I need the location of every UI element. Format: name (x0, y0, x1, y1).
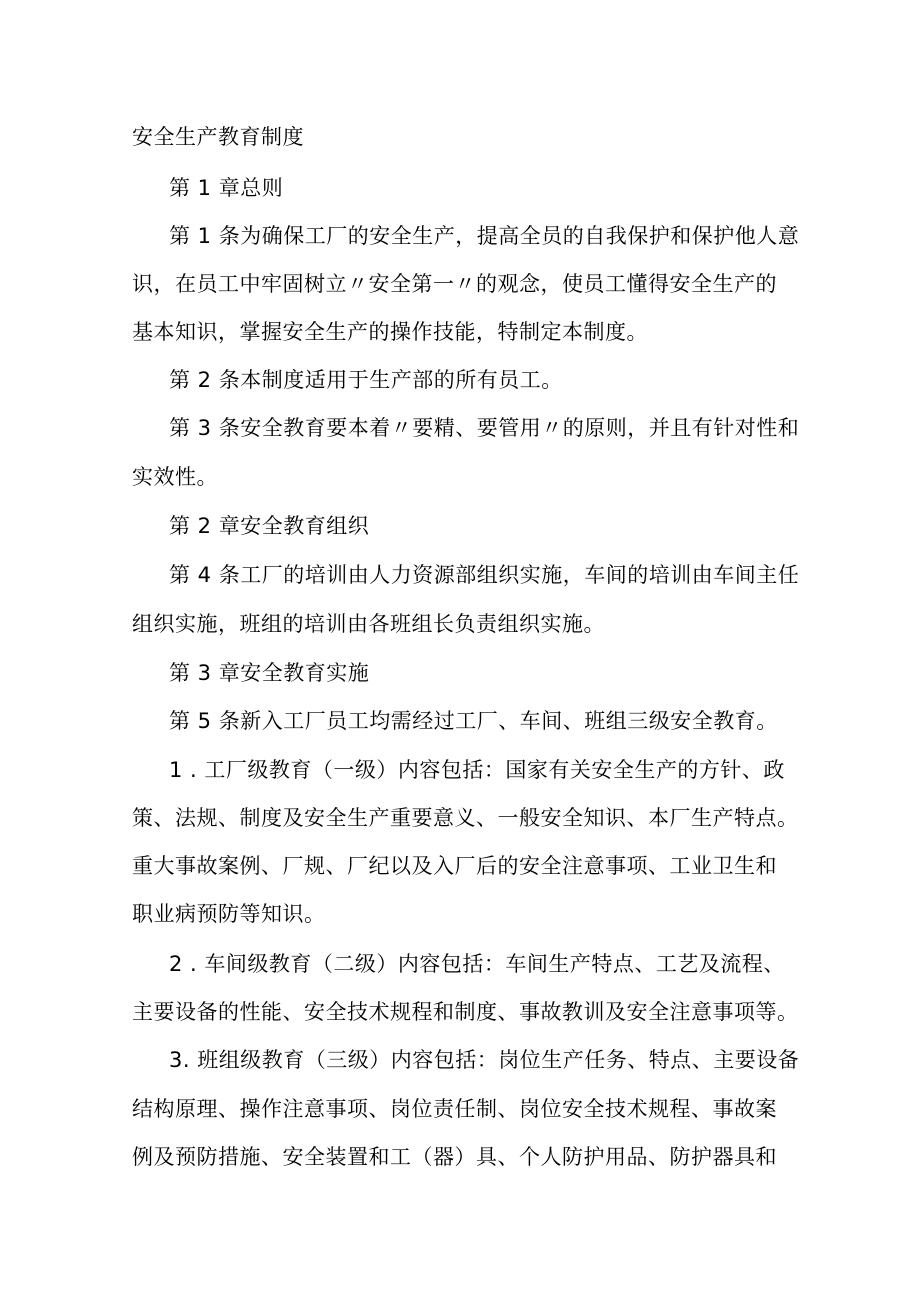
list-item-line: 1 . 工厂级教育（一级）内容包括：国家有关安全生产的方针、政 (169, 758, 785, 782)
list-item-line: 2 . 车间级教育（二级）内容包括：车间生产特点、工艺及流程、 (169, 952, 785, 976)
chapter-heading: 第 2 章安全教育组织 (169, 514, 370, 538)
paragraph-line: 组织实施，班组的培训由各班组长负责组织实施。 (132, 612, 605, 636)
paragraph-line: 第 4 条工厂的培训由人力资源部组织实施，车间的培训由车间主任 (169, 563, 800, 587)
paragraph-line: 第 5 条新入工厂员工均需经过工厂、车间、班组三级安全教育。 (169, 709, 778, 733)
list-item-line: 职业病预防等知识。 (132, 902, 326, 926)
paragraph-line: 第 3 条安全教育要本着〃要精、要管用〃的原则，并且有针对性和 (169, 416, 800, 440)
list-item-line: 结构原理、操作注意事项、岗位责任制、岗位安全技术规程、事故案 (132, 1097, 777, 1121)
paragraph-line: 第 1 条为确保工厂的安全生产，提高全员的自我保护和保护他人意 (169, 224, 800, 248)
paragraph-line: 识，在员工中牢固树立〃安全第一〃的观念，使员工懂得安全生产的 (132, 272, 777, 296)
paragraph-line: 基本知识，掌握安全生产的操作技能，特制定本制度。 (132, 320, 648, 344)
list-item-line: 例及预防措施、安全装置和工（器）具、个人防护用品、防护器具和 (132, 1145, 777, 1169)
list-item-line: 重大事故案例、厂规、厂纪以及入厂后的安全注意事项、工业卫生和 (132, 854, 777, 878)
chapter-heading: 第 3 章安全教育实施 (169, 661, 370, 685)
paragraph-line: 实效性。 (132, 465, 218, 489)
document-title: 安全生产教育制度 (132, 125, 304, 149)
chapter-heading: 第 1 章总则 (169, 176, 284, 200)
paragraph-line: 第 2 条本制度适用于生产部的所有员工。 (169, 368, 563, 392)
list-item-line: 策、法规、制度及安全生产重要意义、一般安全知识、本厂生产特点。 (132, 806, 799, 830)
list-item-line: 3. 班组级教育（三级）内容包括：岗位生产任务、特点、主要设备 (169, 1048, 800, 1072)
list-item-line: 主要设备的性能、安全技术规程和制度、事故教训及安全注意事项等。 (132, 1000, 799, 1024)
